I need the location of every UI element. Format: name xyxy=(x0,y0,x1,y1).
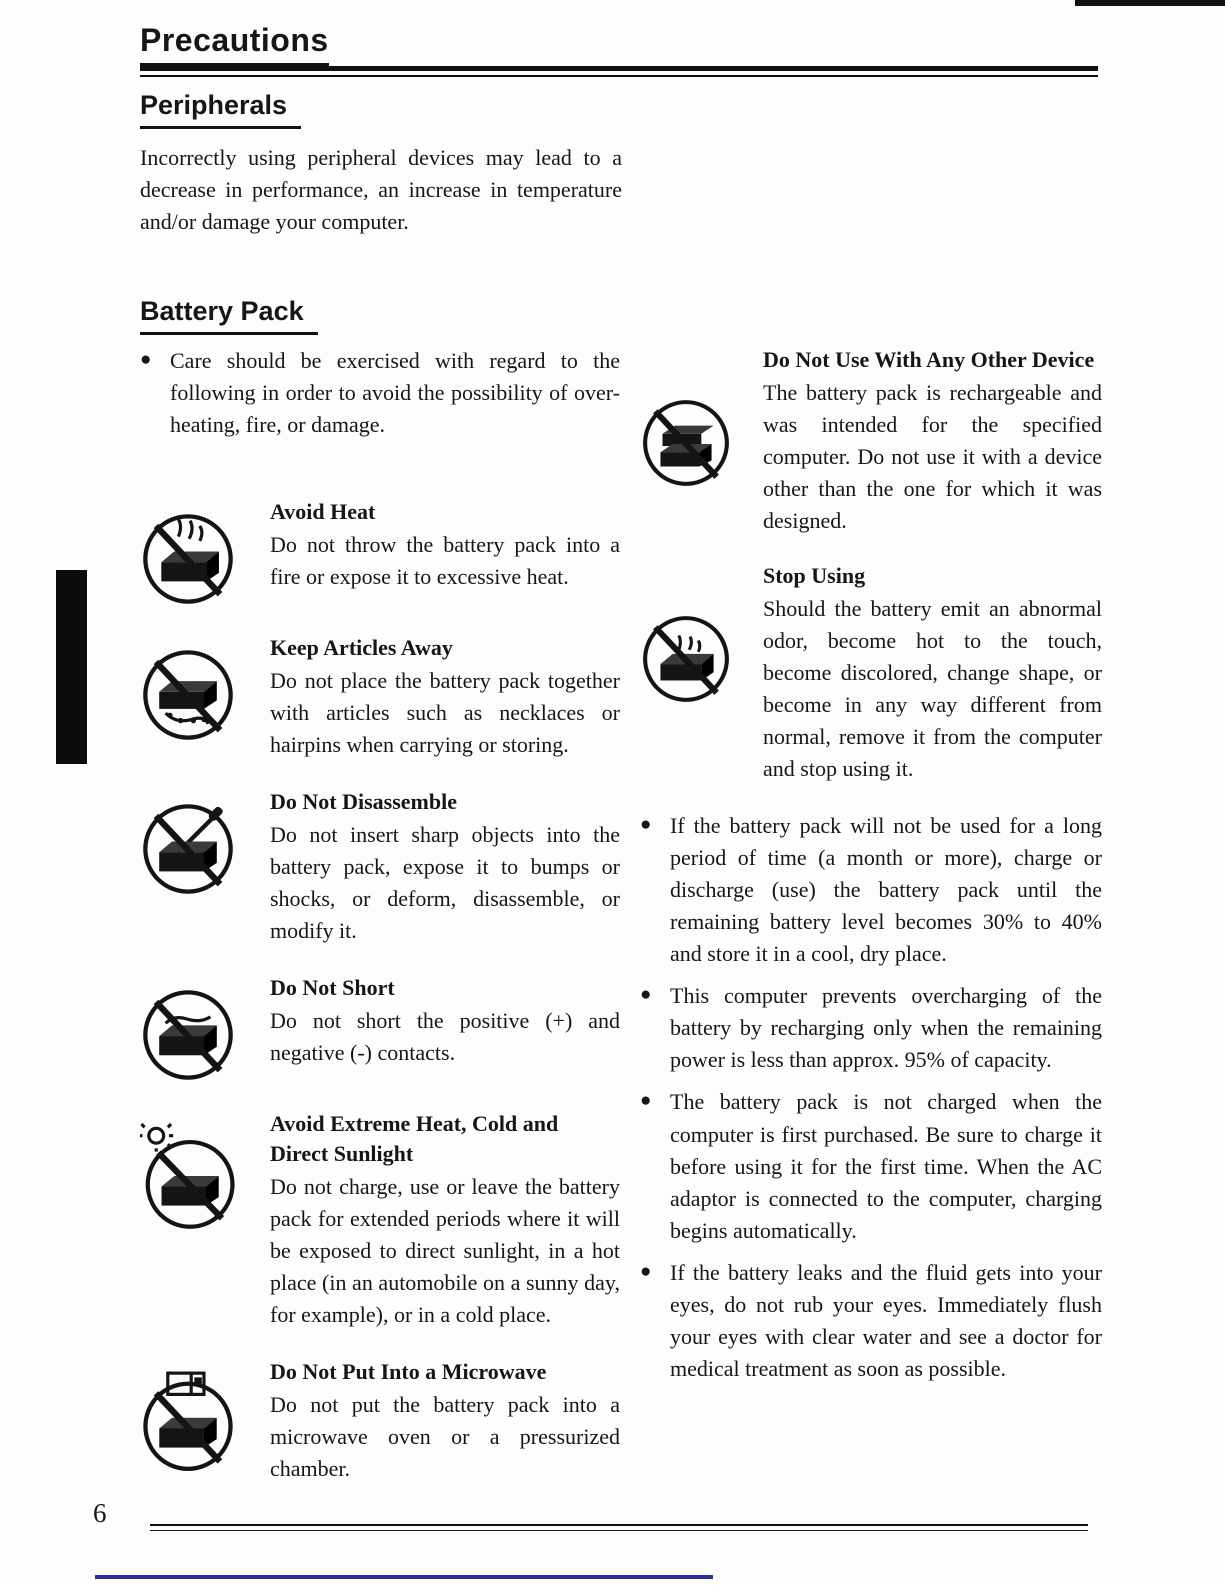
page-number: 6 xyxy=(93,1498,107,1528)
caution-title: Do Not Short xyxy=(270,975,395,1001)
caution-body: Do not place the battery pack together with articles such as necklaces or hairpins when carrying or storing. xyxy=(270,668,620,758)
no-fire-battery-icon xyxy=(140,497,240,607)
title-rule xyxy=(140,66,1098,77)
page-title: Precautions xyxy=(140,22,329,67)
caution-body: Do not insert sharp objects into the battery pack, expose it to bumps or shocks, or deform, disassemble, or modify it. xyxy=(270,822,620,944)
caution-body: Do not throw the battery pack into a fire or expose it to excessive heat. xyxy=(270,532,620,590)
caution-item-avoid-heat xyxy=(140,497,620,607)
caution-title: Avoid Extreme Heat, Cold and Direct Sunlight xyxy=(270,1111,559,1167)
caution-title: Do Not Disassemble xyxy=(270,789,457,815)
caution-item-avoid-extreme-heat xyxy=(140,1109,620,1331)
chapter-side-tab xyxy=(56,570,87,764)
caution-item-keep-articles-away xyxy=(140,633,620,761)
caution-title: Stop Using xyxy=(763,563,866,589)
caution-body: Do not put the battery pack into a microwave oven or a pressurized chamber. xyxy=(270,1392,620,1482)
caution-item-no-other-device xyxy=(640,345,1102,537)
stop-using-battery-icon xyxy=(640,561,735,785)
caution-title: Avoid Heat xyxy=(270,499,376,525)
scan-bottom-line xyxy=(95,1575,713,1579)
battery-note: ● If the battery pack will not be used for a long period of time (a month or more), charge or discharge (use) the battery pack until the remaining battery level becomes 30% to 40% and store it in a cool, dry place. xyxy=(640,810,1102,971)
caution-item-do-not-disassemble xyxy=(140,787,620,947)
battery-note: ● If the battery leaks and the fluid gets into your eyes, do not rub your eyes. Immediately flush your eyes with clear water and see a doctor for medical treatment as soon as possible. xyxy=(640,1257,1102,1385)
caution-item-stop-using xyxy=(640,561,1102,785)
battery-caution-items xyxy=(140,497,620,1485)
caution-title: Do Not Put Into a Microwave xyxy=(270,1359,547,1385)
no-microwave-battery-icon xyxy=(140,1357,240,1485)
battery-intro-bullet: ● Care should be exercised with regard to the following in order to avoid the possibility of over-heating, fire, or damage. xyxy=(140,345,620,441)
peripherals-paragraph: Incorrectly using peripheral devices may lead to a decrease in performance, an increase in temperature and/or damage your computer. xyxy=(140,145,622,235)
battery-left-column xyxy=(140,345,620,1511)
battery-notes-list xyxy=(640,810,1102,1386)
caution-item-do-not-short xyxy=(140,973,620,1083)
caution-body: Should the battery emit an abnormal odor, become hot to the touch, become discolored, change shape, or become in any way different from normal, remove it from the computer and stop using it. xyxy=(763,595,1102,782)
section-heading-battery-pack: Battery Pack xyxy=(140,296,318,335)
no-sunlight-battery-icon xyxy=(140,1109,240,1331)
no-other-device-battery-icon xyxy=(640,345,735,537)
caution-item-no-microwave xyxy=(140,1357,620,1485)
caution-title: Do Not Use With Any Other Device xyxy=(763,347,1095,372)
battery-note: ● The battery pack is not charged when the computer is first purchased. Be sure to charge it before using it for the first time. When the AC adaptor is connected to the computer, charging begins automatically. xyxy=(640,1086,1102,1247)
caution-title: Keep Articles Away xyxy=(270,635,453,661)
battery-note: ● This computer prevents overcharging of the battery by recharging only when the remaining power is less than approx. 95% of capacity. xyxy=(640,980,1102,1076)
scan-corner-mark xyxy=(1075,0,1225,6)
battery-right-column xyxy=(640,345,1102,1395)
section-heading-peripherals: Peripherals xyxy=(140,90,301,129)
caution-body: Do not charge, use or leave the battery pack for extended periods where it will be exposed to direct sunlight, in a hot place (in an automobile on a sunny day, for example), or in a cold place. xyxy=(270,1173,620,1328)
footer-rule xyxy=(150,1524,1088,1531)
no-short-battery-icon xyxy=(140,973,240,1083)
no-disassemble-battery-icon xyxy=(140,787,240,947)
no-articles-battery-icon xyxy=(140,633,240,761)
caution-body: The battery pack is rechargeable and was intended for the specified computer. Do not use it with a device other than the one for which it was designed. xyxy=(763,379,1102,534)
caution-body: Do not short the positive (+) and negative (-) contacts. xyxy=(270,1008,620,1066)
